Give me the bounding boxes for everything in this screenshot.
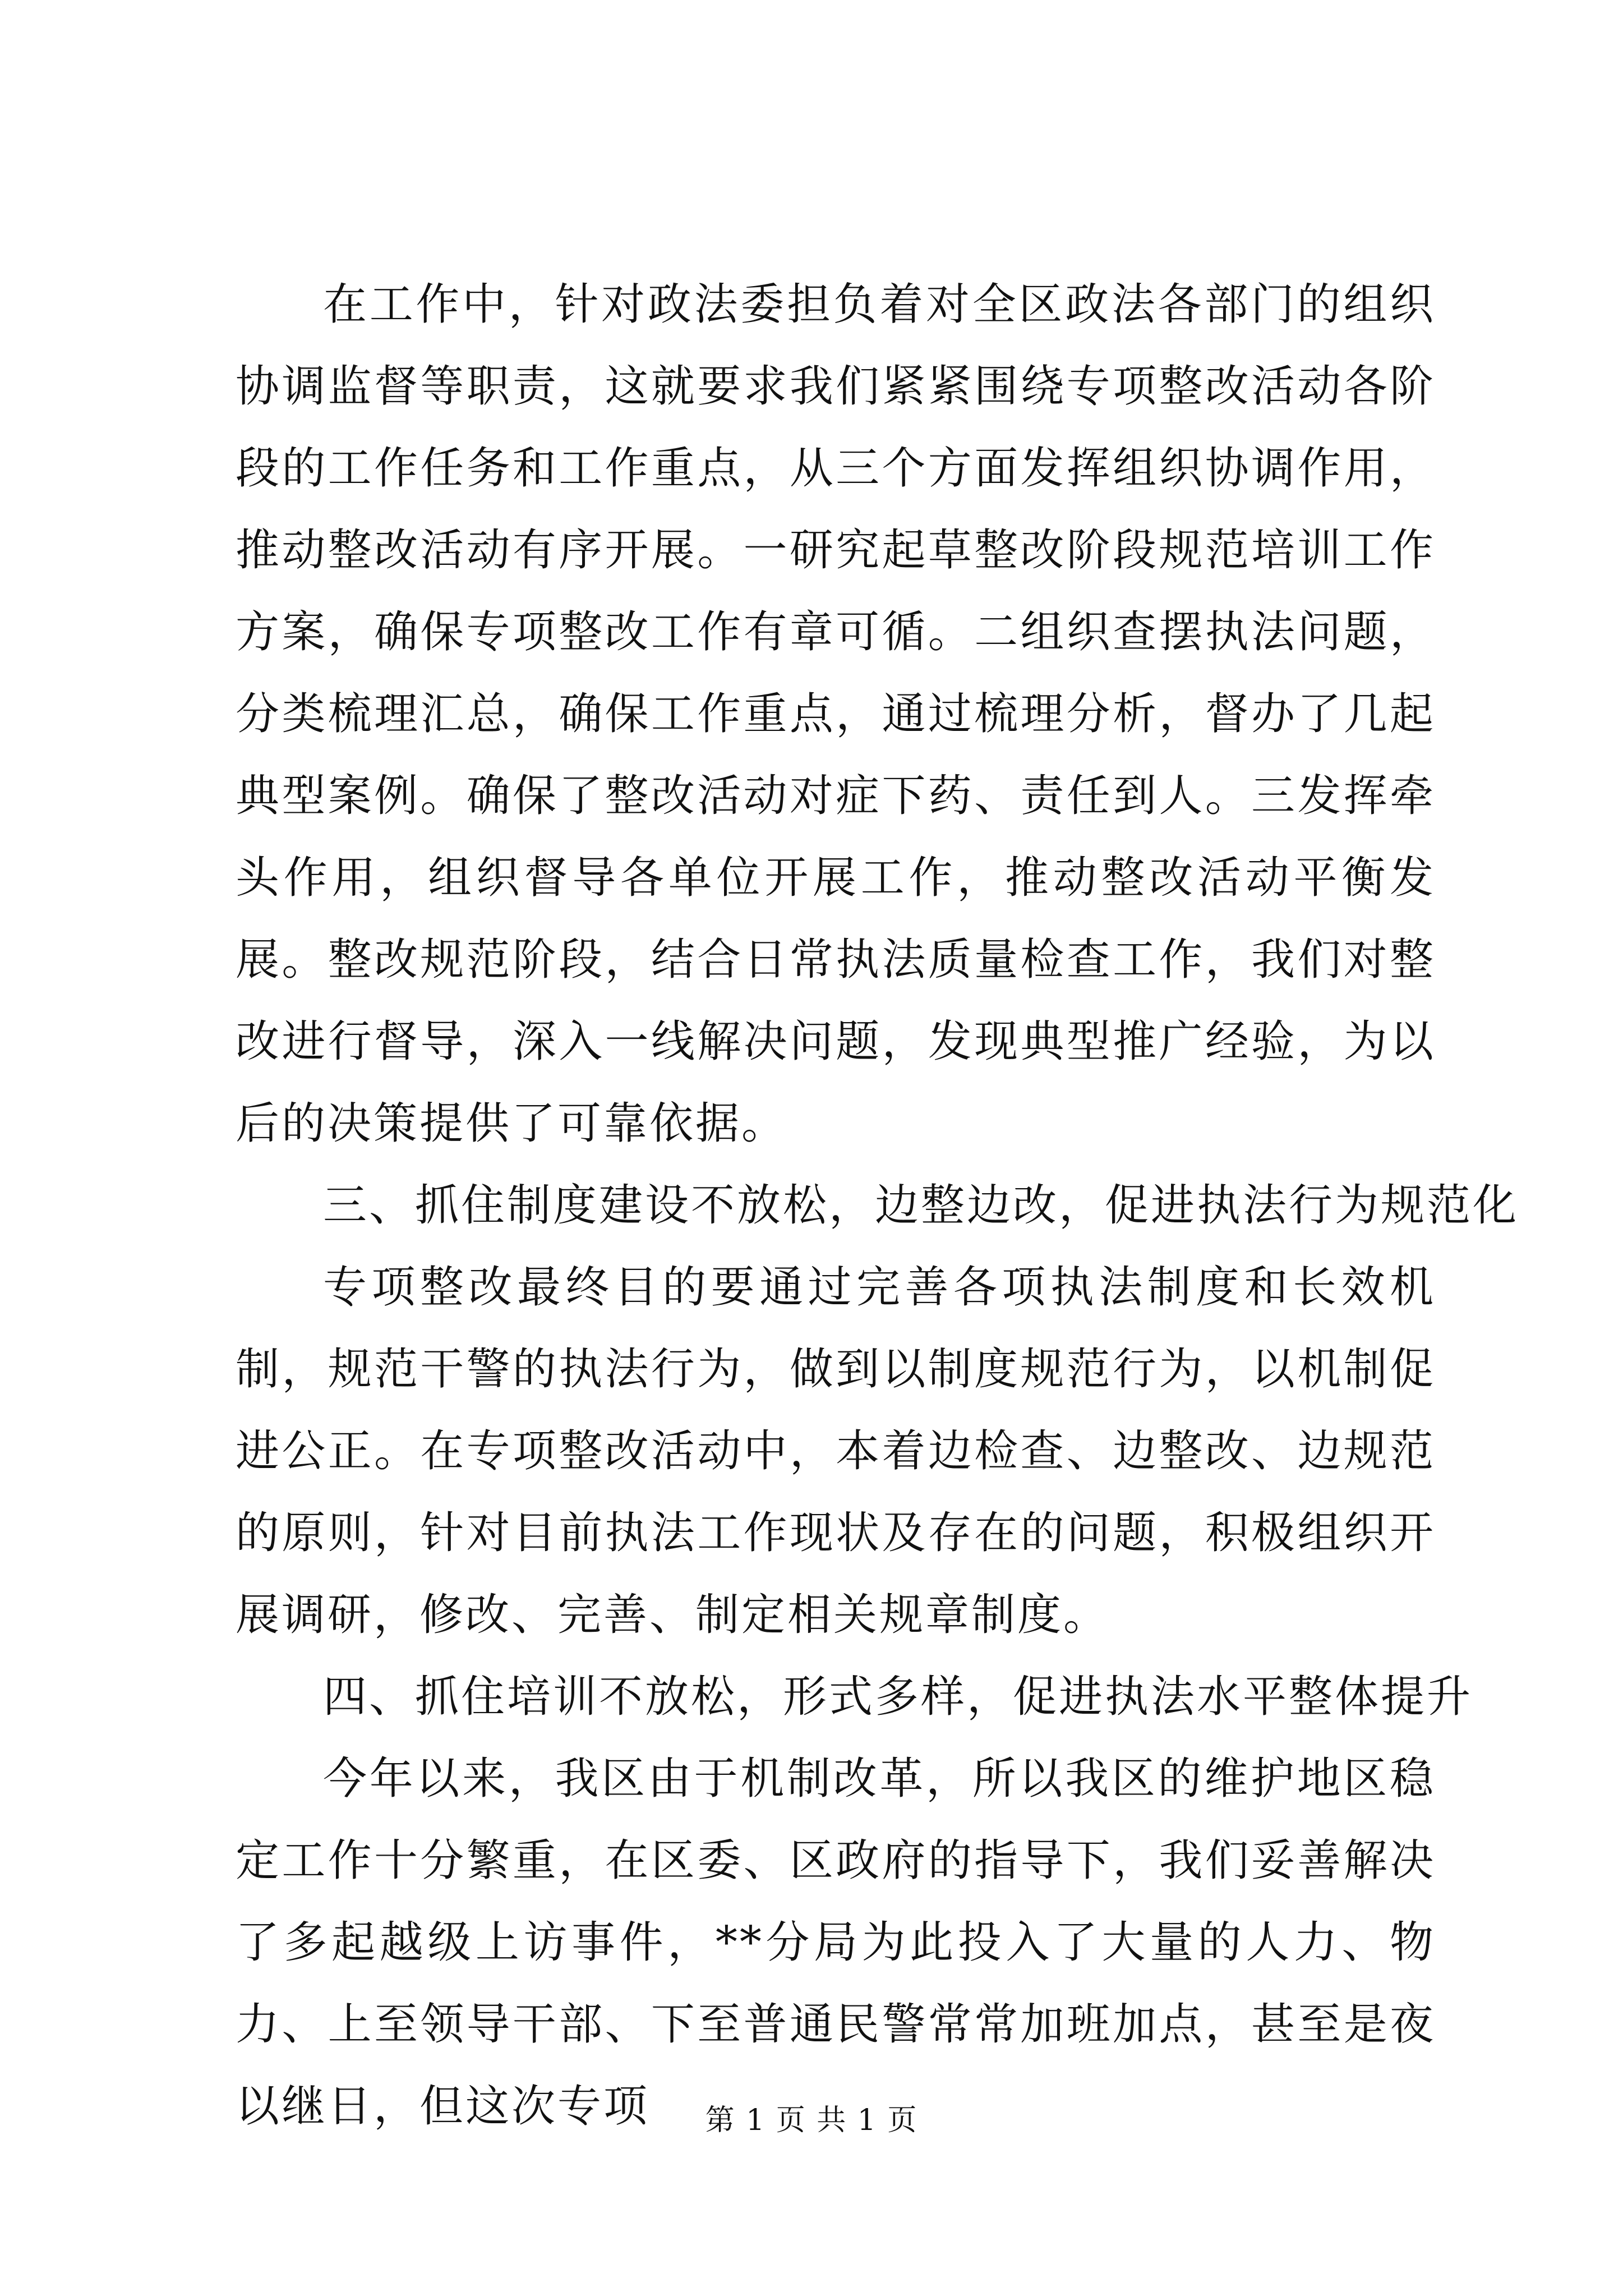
section-heading-3: 三、抓住制度建设不放松，边整边改，促进执法行为规范化 [323,1180,1519,1231]
paragraph-3: 今年以来，我区由于机制改革，所以我区的维护地区稳定工作十分繁重，在区委、区政府的指导下，我们妥善解决了多起越级上访事件，**分局为此投入了大量的人力、物力、上至领导干部、下至普通民警常常加班加点，甚至是夜以继日，但这次专项 [236,1754,1436,2132]
section-heading-4: 四、抓住培训不放松，形式多样，促进执法水平整体提升 [323,1672,1473,1722]
document-body [236,264,1519,2147]
paragraph-1: 在工作中，针对政法委担负着对全区政法各部门的组织协调监督等职责，这就要求我们紧紧围绕专项整改活动各阶段的工作任务和工作重点，从三个方面发挥组织协调作用，推动整改活动有序开展。一研究起草整改阶段规范培训工作方案，确保专项整改工作有章可循。二组织查摆执法问题，分类梳理汇总，确保工作重点，通过梳理分析，督办了几起典型案例。确保了整改活动对症下药、责任到人。三发挥牵头作用，组织督导各单位开展工作，推动整改活动平衡发展。整改规范阶段，结合日常执法质量检查工作，我们对整改进行督导，深入一线解决问题，发现典型推广经验，为以后的决策提供了可靠依据。 [236,279,1436,1149]
paragraph-2: 专项整改最终目的要通过完善各项执法制度和长效机制，规范干警的执法行为，做到以制度规范行为，以机制促进公正。在专项整改活动中，本着边检查、边整改、边规范的原则，针对目前执法工作现状及存在的问题，积极组织开展调研，修改、完善、制定相关规章制度。 [236,1262,1436,1640]
page-footer: 第 1 页 共 1 页 [705,2104,918,2137]
